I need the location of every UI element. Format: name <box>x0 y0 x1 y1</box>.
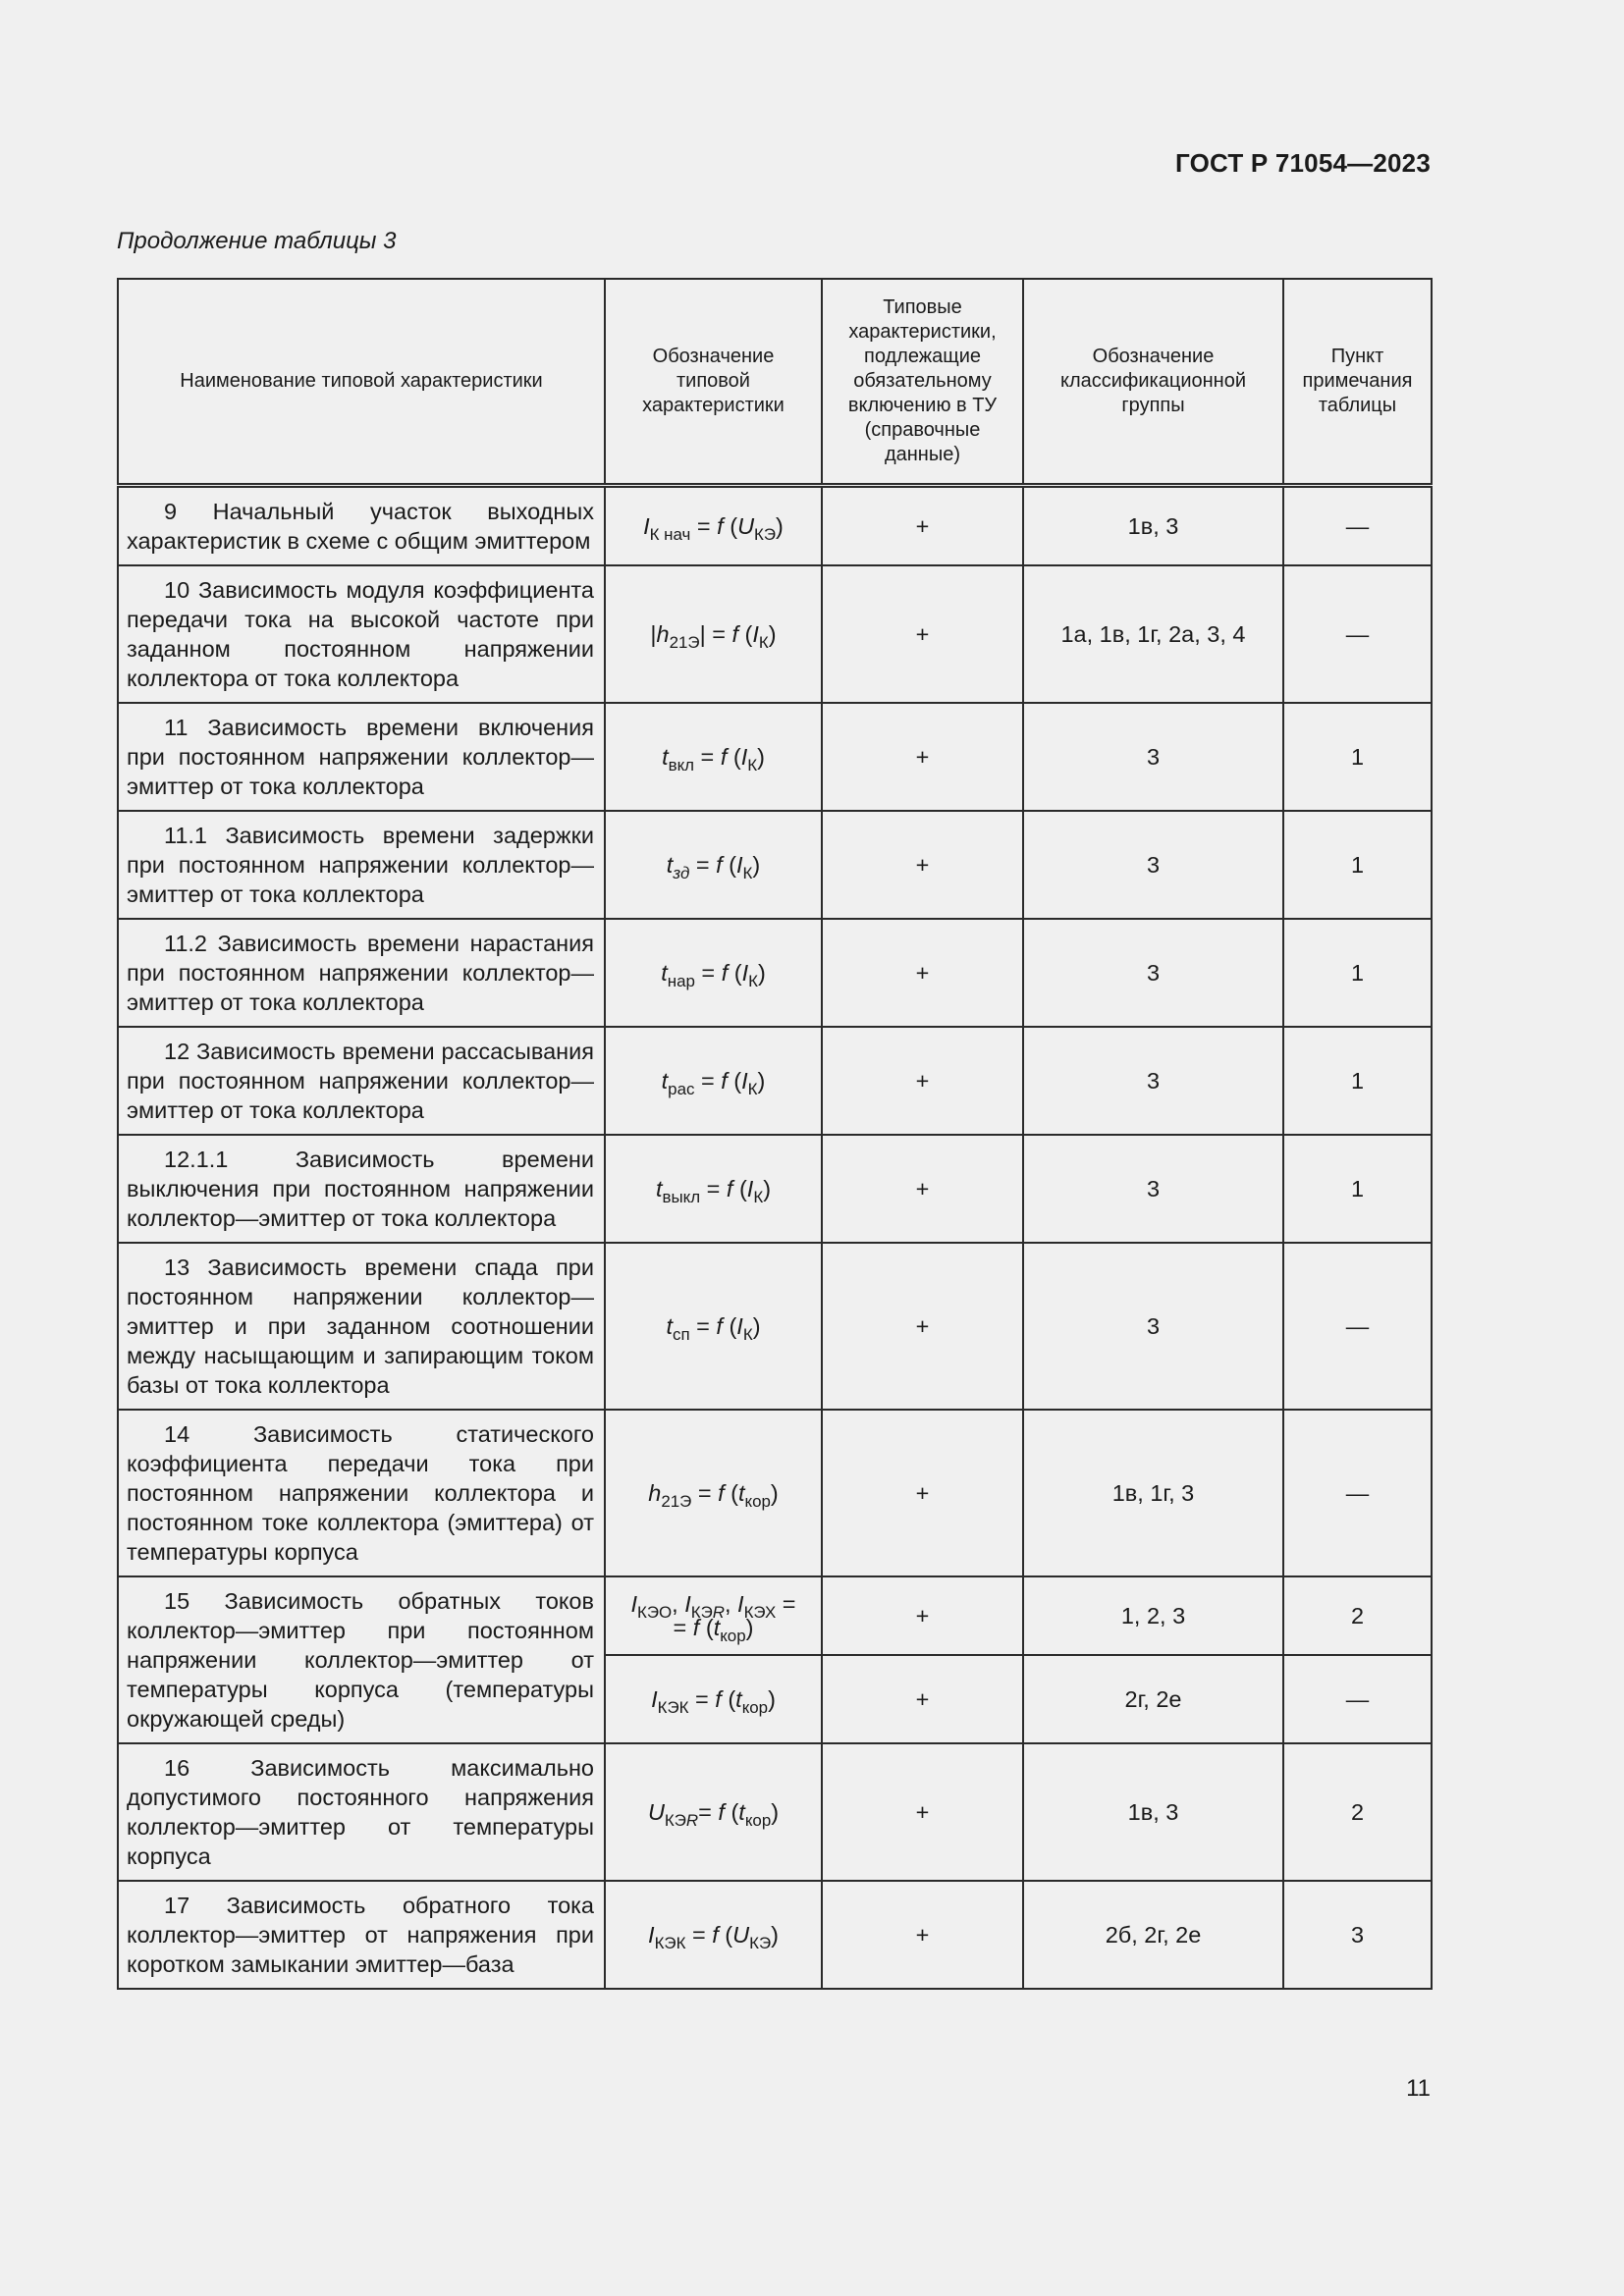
row-group: 3 <box>1023 1135 1283 1243</box>
table-row <box>118 1243 1432 1410</box>
column-header-required: Типовые характеристики, подлежащие обязательному включению в ТУ (справочные данные) <box>822 279 1023 486</box>
row-note: — <box>1283 486 1432 565</box>
row-note: 1 <box>1283 919 1432 1027</box>
row-formula: $I_{КЭО}$, $I_{КЭR}$, $I_{КЭХ}$ = = f $(t_{кор})$ <box>605 1576 822 1655</box>
row-group: 3 <box>1023 703 1283 811</box>
page-number: 11 <box>1406 2075 1431 2102</box>
row-formula: $I_{КЭК} = f$ $(U_{КЭ})$ <box>605 1881 822 1989</box>
row-formula: $t_{выкл} = f$ $(I_К)$ <box>605 1135 822 1243</box>
formula-text <box>651 1684 652 1685</box>
table-row <box>118 1027 1432 1135</box>
row-formula: $U_{КЭR}= f$ $(t_{кор})$ <box>605 1743 822 1881</box>
row-note: — <box>1283 565 1432 703</box>
row-required: + <box>822 703 1023 811</box>
row-group: 1а, 1в, 1г, 2а, 3, 4 <box>1023 565 1283 703</box>
table-row <box>118 919 1432 1027</box>
row-group: 2г, 2е <box>1023 1655 1283 1743</box>
row-group: 1в, 3 <box>1023 486 1283 565</box>
row-required: + <box>822 1881 1023 1989</box>
row-required: + <box>822 919 1023 1027</box>
row-group: 1в, 1г, 3 <box>1023 1410 1283 1576</box>
table-row <box>118 703 1432 811</box>
row-formula: $I_{К нач} = f$ $(U_{КЭ})$ <box>605 486 822 565</box>
table-caption: Продолжение таблицы 3 <box>117 228 397 254</box>
row-group: 3 <box>1023 1027 1283 1135</box>
row-required: + <box>822 1243 1023 1410</box>
row-required: + <box>822 486 1023 565</box>
row-name: 12 Зависимость времени рассасывания при постоянном напряжении коллектор—эмиттер от тока коллектора <box>118 1027 605 1135</box>
row-required: + <box>822 1027 1023 1135</box>
table-header-row <box>118 279 1432 486</box>
row-name: 12.1.1 Зависимость времени выключения при постоянном напряжении коллектор—эмиттер от тока коллектора <box>118 1135 605 1243</box>
formula-text <box>656 1174 657 1175</box>
row-name: 17 Зависимость обратного тока коллектор—эмиттер от напряжения при коротком замыкании эмиттер—база <box>118 1881 605 1989</box>
row-formula: $t_{рас} = f$ $(I_К)$ <box>605 1027 822 1135</box>
row-required: + <box>822 565 1023 703</box>
row-note: 1 <box>1283 811 1432 919</box>
formula-text <box>643 511 644 512</box>
column-header-name: Наименование типовой характеристики <box>118 279 605 486</box>
table-row <box>118 811 1432 919</box>
document-code: ГОСТ Р 71054—2023 <box>1175 148 1431 178</box>
row-name: 14 Зависимость статического коэффициента передачи тока при постоянном напряжении коллектора и постоянном токе коллектора (эмиттера) от температуры корпуса <box>118 1410 605 1576</box>
formula-text <box>650 619 651 620</box>
row-name: 11 Зависимость времени включения при постоянном напряжении коллектор—эмиттер от тока коллектора <box>118 703 605 811</box>
row-note: — <box>1283 1410 1432 1576</box>
row-note: 3 <box>1283 1881 1432 1989</box>
row-group: 2б, 2г, 2е <box>1023 1881 1283 1989</box>
formula-text <box>666 1311 667 1312</box>
formula-text <box>648 1797 649 1798</box>
formula-text <box>667 850 668 851</box>
row-formula: $t_{нар} = f$ $(I_К)$ <box>605 919 822 1027</box>
row-required: + <box>822 1410 1023 1576</box>
row-formula: $|h_{21Э}| = f$ $(I_К)$ <box>605 565 822 703</box>
formula-text <box>648 1920 649 1921</box>
table-row <box>118 1743 1432 1881</box>
formula-text <box>662 1066 663 1067</box>
formula-text <box>662 742 663 743</box>
row-group: 1, 2, 3 <box>1023 1576 1283 1655</box>
row-note: 2 <box>1283 1576 1432 1655</box>
row-note: 2 <box>1283 1743 1432 1881</box>
row-group: 3 <box>1023 919 1283 1027</box>
row-name: 10 Зависимость модуля коэффициента передачи тока на высокой частоте при заданном постоянном напряжении коллектора от тока коллектора <box>118 565 605 703</box>
row-required: + <box>822 1743 1023 1881</box>
column-header-formula: Обозначение типовой характеристики <box>605 279 822 486</box>
row-required: + <box>822 1576 1023 1655</box>
row-note: 1 <box>1283 1135 1432 1243</box>
row-required: + <box>822 1655 1023 1743</box>
row-formula: $h_{21Э} = f$ $(t_{кор})$ <box>605 1410 822 1576</box>
table-row <box>118 1881 1432 1989</box>
row-group: 1в, 3 <box>1023 1743 1283 1881</box>
row-group: 3 <box>1023 811 1283 919</box>
table-row <box>118 486 1432 565</box>
row-note: — <box>1283 1243 1432 1410</box>
row-group: 3 <box>1023 1243 1283 1410</box>
row-name: 13 Зависимость времени спада при постоянном напряжении коллектор—эмиттер и при заданном соотношении между насыщающим и запирающим током базы от тока коллектора <box>118 1243 605 1410</box>
row-note: 1 <box>1283 703 1432 811</box>
row-note: — <box>1283 1655 1432 1743</box>
row-formula: $t_{вкл} = f$ $(I_К)$ <box>605 703 822 811</box>
row-name: 11.1 Зависимость времени задержки при постоянном напряжении коллектор—эмиттер от тока коллектора <box>118 811 605 919</box>
row-required: + <box>822 1135 1023 1243</box>
formula-text <box>648 1478 649 1479</box>
formula-text <box>661 958 662 959</box>
table-row <box>118 1410 1432 1576</box>
table-row <box>118 1576 1432 1655</box>
characteristics-table <box>117 278 1433 1990</box>
row-formula: $t_{зд} = f$ $(I_К)$ <box>605 811 822 919</box>
row-formula: $I_{КЭК} = f$ $(t_{кор})$ <box>605 1655 822 1743</box>
row-name: 16 Зависимость максимально допустимого постоянного напряжения коллектор—эмиттер от температуры корпуса <box>118 1743 605 1881</box>
column-header-group: Обозначение классификационной группы <box>1023 279 1283 486</box>
column-header-note: Пункт примечания таблицы <box>1283 279 1432 486</box>
row-name: 11.2 Зависимость времени нарастания при постоянном напряжении коллектор—эмиттер от тока коллектора <box>118 919 605 1027</box>
row-name: 15 Зависимость обратных токов коллектор—эмиттер при постоянном напряжении коллектор—эмиттер от температуры корпуса (температуры окружающей среды) <box>118 1576 605 1743</box>
row-name: 9 Начальный участок выходных характеристик в схеме с общим эмиттером <box>118 486 605 565</box>
row-required: + <box>822 811 1023 919</box>
table-row <box>118 1135 1432 1243</box>
row-formula: $t_{сп} = f$ $(I_К)$ <box>605 1243 822 1410</box>
row-note: 1 <box>1283 1027 1432 1135</box>
table-row <box>118 565 1432 703</box>
